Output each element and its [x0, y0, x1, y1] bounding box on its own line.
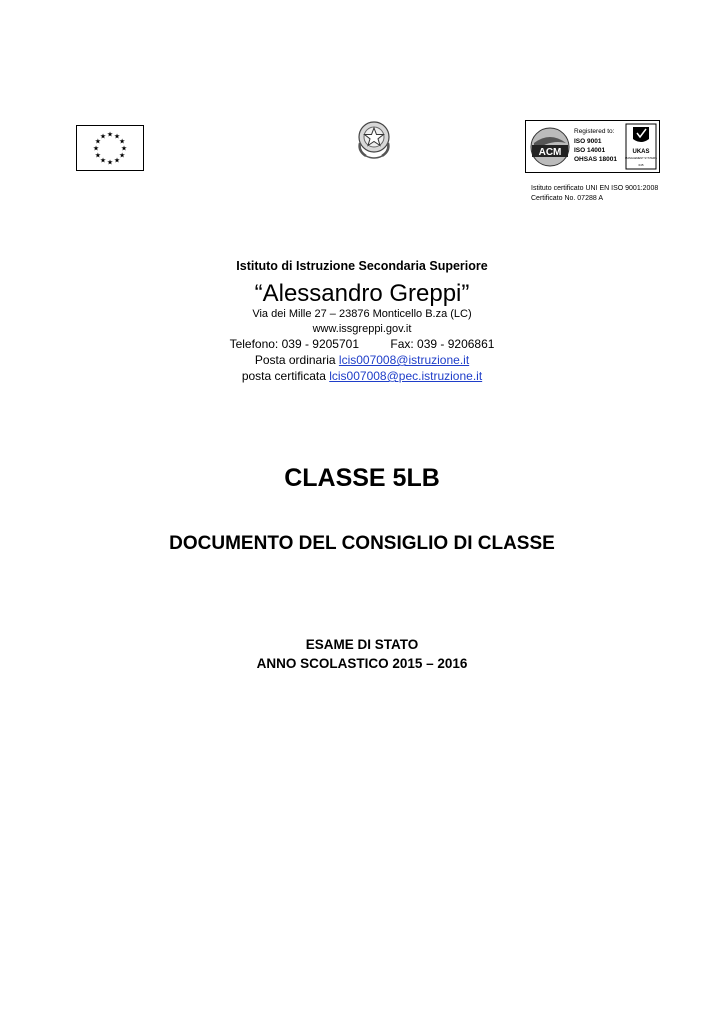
phone: Telefono: 039 - 9205701 [229, 337, 360, 351]
cert-note-line-1: Istituto certificato UNI EN ISO 9001:2008 [531, 185, 659, 192]
cert-note-line-2: Certificato No. 07288 A [531, 195, 603, 202]
standard-1: ISO 9001 [574, 138, 602, 145]
fax: Fax: 039 - 9206861 [390, 337, 495, 351]
certification-logo-icon [525, 120, 660, 173]
school-year: ANNO SCOLASTICO 2015 – 2016 [256, 656, 468, 671]
eu-star-icon: ★ [94, 151, 102, 160]
eu-star-icon: ★ [99, 132, 107, 141]
institute-type: Istituto di Istruzione Secondaria Superiore [236, 259, 488, 273]
standard-2: ISO 14001 [574, 147, 606, 154]
eu-star-icon: ★ [106, 158, 114, 167]
ukas-label: UKAS [632, 149, 650, 155]
eu-star-icon: ★ [99, 156, 107, 165]
document-title: DOCUMENTO DEL CONSIGLIO DI CLASSE [169, 533, 555, 554]
ukas-sub-label: MANAGEMENT SYSTEMS [625, 157, 657, 160]
certification-note [531, 184, 658, 204]
contacts-line [0, 337, 724, 351]
eu-star-icon: ★ [92, 144, 100, 153]
mail-line [0, 353, 724, 367]
eu-star-icon: ★ [118, 151, 126, 160]
website: www.issgreppi.gov.it [312, 323, 412, 335]
eu-star-icon: ★ [106, 130, 114, 139]
pec-link[interactable]: lcis007008@pec.istruzione.it [329, 369, 483, 383]
standard-3: OHSAS 18001 [574, 156, 617, 163]
mail-link[interactable]: lcis007008@istruzione.it [338, 353, 470, 367]
eu-star-icon: ★ [118, 137, 126, 146]
acm-label: ACM [538, 147, 562, 158]
eu-star-icon: ★ [113, 132, 121, 141]
eu-star-icon: ★ [120, 144, 128, 153]
eu-star-icon: ★ [94, 137, 102, 146]
italian-republic-emblem-icon [352, 117, 396, 161]
address: Via dei Mille 27 – 23876 Monticello B.za (LC) [252, 308, 472, 320]
institute-name: “Alessandro Greppi” [254, 280, 470, 307]
eu-star-icon: ★ [113, 156, 121, 165]
class-title: CLASSE 5LB [284, 464, 440, 492]
pec-line [0, 369, 724, 383]
exam-title: ESAME DI STATO [305, 637, 419, 652]
mail-label: Posta ordinaria [254, 353, 336, 367]
registered-label: Registered to: [574, 128, 615, 135]
ukas-code: 045 [638, 163, 644, 167]
eu-flag-icon [76, 125, 144, 171]
pec-label: posta certificata [241, 369, 326, 383]
